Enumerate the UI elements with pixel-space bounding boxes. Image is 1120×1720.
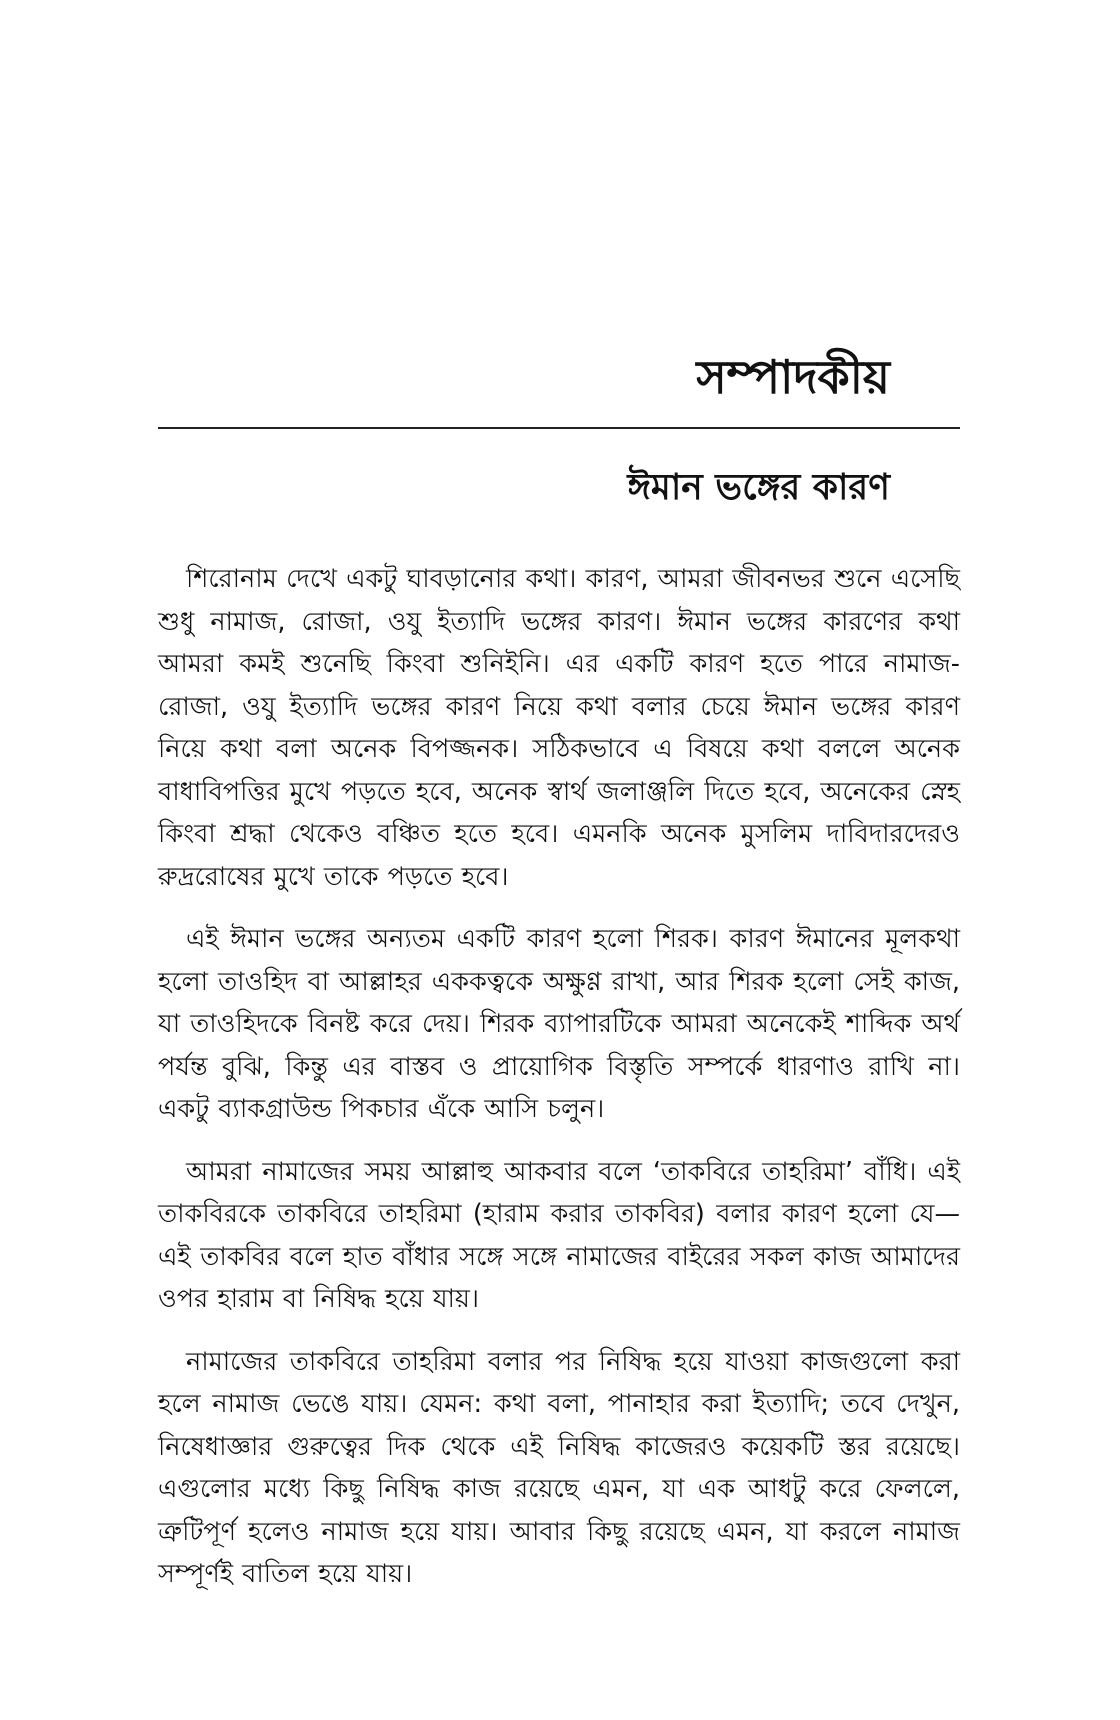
section-title: সম্পাদকীয়: [696, 350, 890, 404]
article-body: [158, 558, 960, 1616]
paragraph-2: এই ঈমান ভঙ্গের অন্যতম একটি কারণ হলো শিরক। কারণ ঈমানের মূলকথা হলো তাওহিদ বা আল্লাহর এককত্বকে অক্ষুণ্ণ রাখা, আর শিরক হলো সেই কাজ, যা তাওহিদকে বিনষ্ট করে দেয়। শিরক ব্যাপারটিকে আমরা অনেকেই শাব্দিক অর্থ পর্যন্ত বুঝি, কিন্তু এর বাস্তব ও প্রায়োগিক বিস্তৃতি সম্পর্কে ধারণাও রাখি না। একটু ব্যাকগ্রাউন্ড পিকচার এঁকে আসি চলুন।: [158, 924, 960, 1124]
paragraph-4: নামাজের তাকবিরে তাহরিমা বলার পর নিষিদ্ধ হয়ে যাওয়া কাজগুলো করা হলে নামাজ ভেঙে যায়। যেমন: কথা বলা, পানাহার করা ইত্যাদি; তবে দেখুন, নিষেধাজ্ঞার গুরুত্বের দিক থেকে এই নিষিদ্ধ কাজেরও কয়েকটি স্তর রয়েছে। এগুলোর মধ্যে কিছু নিষিদ্ধ কাজ রয়েছে এমন, যা এক আধটু করে ফেললে, ত্রুটিপূর্ণ হলেও নামাজ হয়ে যায়। আবার কিছু রয়েছে এমন, যা করলে নামাজ সম্পূর্ণই বাতিল হয়ে যায়।: [158, 1346, 960, 1589]
title-divider: [158, 427, 960, 429]
article-title: ঈমান ভঙ্গের কারণ: [627, 467, 890, 508]
paragraph-1: শিরোনাম দেখে একটু ঘাবড়ানোর কথা। কারণ, আমরা জীবনভর শুনে এসেছি শুধু নামাজ, রোজা, ওযু ইত্যাদি ভঙ্গের কারণ। ঈমান ভঙ্গের কারণের কথা আমরা কমই শুনেছি কিংবা শুনিইনি। এর একটি কারণ হতে পারে নামাজ-রোজা, ওযু ইত্যাদি ভঙ্গের কারণ নিয়ে কথা বলার চেয়ে ঈমান ভঙ্গের কারণ নিয়ে কথা বলা অনেক বিপজ্জনক। সঠিকভাবে এ বিষয়ে কথা বললে অনেক বাধাবিপত্তির মুখে পড়তে হবে, অনেক স্বার্থ জলাঞ্জলি দিতে হবে, অনেকের স্নেহ কিংবা শ্রদ্ধা থেকেও বঞ্চিত হতে হবে। এমনকি অনেক মুসলিম দাবিদারদেরও রুদ্ররোষের মুখে তাকে পড়তে হবে।: [158, 564, 960, 892]
paragraph-3: আমরা নামাজের সময় আল্লাহু আকবার বলে ‘তাকবিরে তাহরিমা’ বাঁধি। এই তাকবিরকে তাকবিরে তাহরিমা (হারাম করার তাকবির) বলার কারণ হলো যে— এই তাকবির বলে হাত বাঁধার সঙ্গে সঙ্গে নামাজের বাইরের সকল কাজ আমাদের ওপর হারাম বা নিষিদ্ধ হয়ে যায়।: [158, 1156, 960, 1314]
